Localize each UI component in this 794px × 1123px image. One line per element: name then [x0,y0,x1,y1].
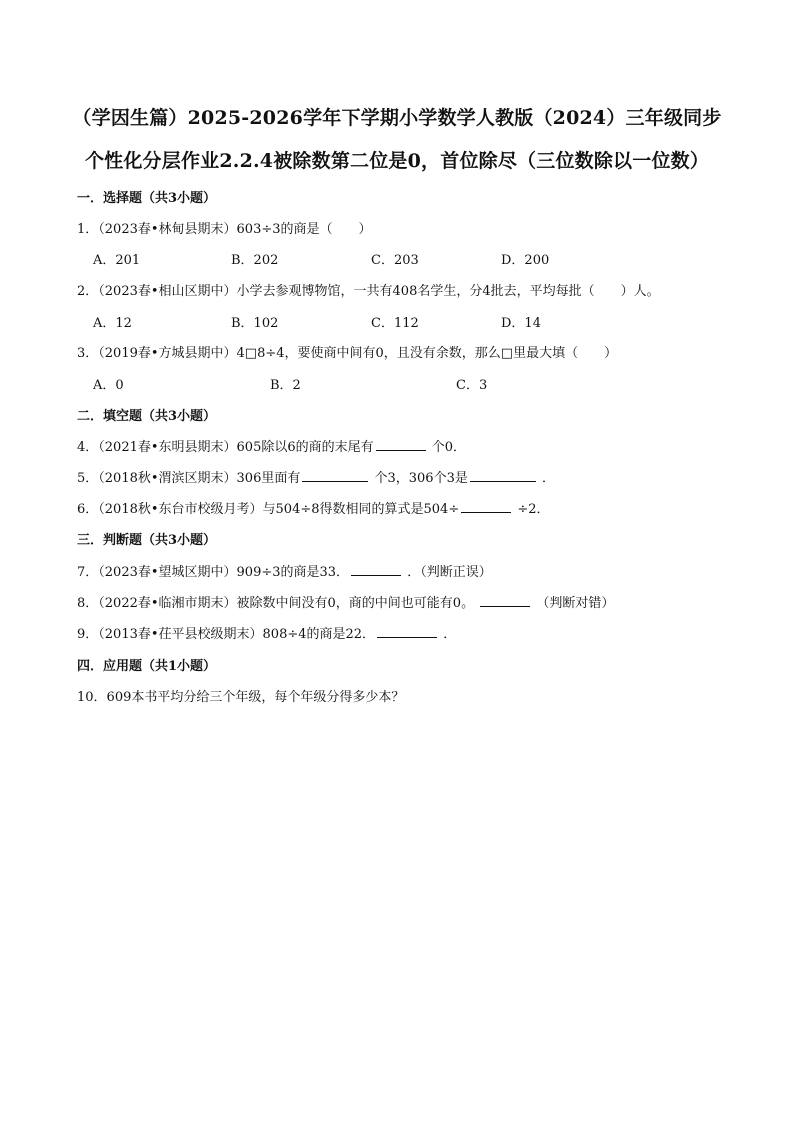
q7-text-a: 7．（2023春•望城区期中）909÷3的商是33． [77,565,350,580]
q4-text-a: 4．（2021春•东明县期末）605除以6的商的末尾有 [77,440,374,455]
worksheet-title-line2: 个性化分层作业2.2.4被除数第二位是0，首位除尽（三位数除以一位数） [84,150,710,172]
section-fill-heading: 二．填空题（共3小题） [77,409,217,424]
q2-option-d: D．14 [501,316,541,331]
question-1: 1．（2023春•林甸县期末）603÷3的商是（ ） [77,222,372,237]
section-application-heading: 四．应用题（共1小题） [77,659,217,674]
q3-option-b: B．2 [270,378,301,393]
question-8 [77,592,614,611]
q3-option-a: A．0 [93,378,124,393]
q6-text-b: ÷2． [517,502,550,517]
question-4 [77,436,466,455]
q4-text-b: 个0． [431,440,467,455]
q9-text-a: 9．（2013春•茌平县校级期末）808÷4的商是22． [77,627,376,642]
q7-text-b: ．（判断正误） [407,565,492,580]
question-2: 2．（2023春•相山区期中）小学去参观博物馆，一共有408名学生，分4批去，平均每批（ ）人。 [77,284,660,299]
question-3: 3．（2019春•方城县期中）4□8÷4，要使商中间有0，且没有余数，那么□里最大填（ ） [77,346,618,361]
q8-answer-blank[interactable] [480,593,530,607]
section-judge-heading: 三．判断题（共3小题） [77,533,217,548]
q1-option-d: D．200 [501,253,550,268]
q6-text-a: 6．（2018秋•东台市校级月考）与504÷8得数相同的算式是504÷ [77,502,460,517]
q2-option-b: B．102 [231,316,279,331]
q8-text-b: （判断对错） [536,596,615,611]
q7-answer-blank[interactable] [351,562,401,576]
q5-answer-blank-2[interactable] [470,468,536,482]
q1-option-a: A．201 [93,253,141,268]
q8-text-a: 8．（2022春•临湘市期末）被除数中间没有0，商的中间也可能有0。 [77,596,475,611]
q2-option-c: C．112 [371,316,419,331]
section-choice-heading: 一．选择题（共3小题） [77,191,217,206]
q5-text-b: 个3，306个3是 [374,471,468,486]
question-5 [77,467,555,486]
q3-option-c: C．3 [456,378,488,393]
q5-text-a: 5．（2018秋•渭滨区期末）306里面有 [77,471,301,486]
question-10: 10．609本书平均分给三个年级，每个年级分得多少本？ [77,690,405,705]
q2-option-a: A．12 [93,316,132,331]
q9-answer-blank[interactable] [377,624,437,638]
q9-text-b: ． [443,627,457,642]
q4-answer-blank[interactable] [376,437,426,451]
q1-option-c: C．203 [371,253,419,268]
q1-option-b: B．202 [231,253,279,268]
question-7 [77,561,492,580]
question-6 [77,498,550,517]
worksheet-title-line1: （学因生篇）2025-2026学年下学期小学数学人教版（2024）三年级同步 [72,107,722,129]
question-9 [77,623,456,642]
q6-answer-blank[interactable] [461,499,511,513]
q5-text-c: ． [541,471,555,486]
q5-answer-blank-1[interactable] [302,468,368,482]
